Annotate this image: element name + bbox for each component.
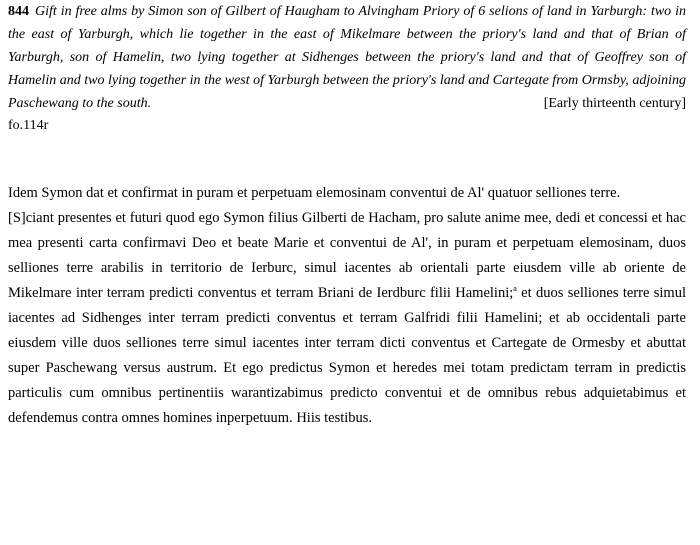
entry-number: 844 <box>8 4 29 19</box>
charter-text-part1: [S]ciant presentes et futuri quod ego Symon filius Gilberti de Hacham, pro salute anime mee, dedi et concessi et hac mea presenti carta confirmavi Deo et beate Marie et conventui de Al', in puram et perpetuam elemosinam, duos selliones terre arabilis in territorio de Ierburc, simul iacentes ab orientali parte eiusdem ville ab oriente de Mikelmare inter terram predicti conventus et terram Briani de Ierdburc filii Hamelini; <box>8 210 686 301</box>
charter-text-part2: et duos selliones terre simul iacentes ad Sidhenges inter terram predicti conventus et terram Galfridi filii Hamelini; et ab occidentali parte eiusdem ville duos selliones terre simul iacentes inter terram dicti conventus et Cartegate de Ormesby et abuttat super Paschewang versus austrum. Et ego predictus Symon et heredes mei totam predictam terram in predictis particulis cum omnibus pertinentiis warantizabimus predicto conventui et de omnibus rebus adquietabimus et defendemus contra omnes homines inperpetuum. Hiis testibus. <box>8 285 686 426</box>
charter-text <box>8 206 686 431</box>
rubric-summary: Idem Symon dat et confirmat in puram et perpetuam elemosinam conventui de Al' quatuor selliones terre. <box>8 185 621 201</box>
entry-date: [Early thirteenth century] <box>543 96 686 111</box>
entry-title: Gift in free alms by Simon son of Gilbert of Haugham to Alvingham Priory of 6 selions of land in Yarburgh: two in the east of Yarburgh, which lie together in the east of Mikelmare between the priory's land and that of Brian of Yarburgh, son of Hamelin, two lying together at Sidhenges between the priory's land and that of Geoffrey son of Hamelin and two lying together in the west of Yarburgh between the priory's land and Cartegate from Ormsby, adjoining Paschewang to the south. <box>8 4 686 111</box>
document-page <box>8 0 686 431</box>
folio-reference: fo.114r <box>8 118 49 133</box>
footnote-mark: a <box>513 284 517 294</box>
entry-header <box>8 0 686 115</box>
